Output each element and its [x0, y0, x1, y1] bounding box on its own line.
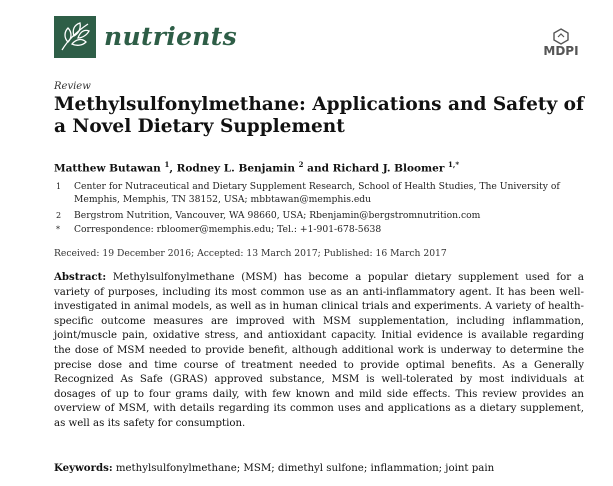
keywords-label: Keywords:	[54, 462, 113, 474]
journal-name: nutrients	[104, 22, 237, 51]
publisher-name: MDPI	[543, 44, 579, 58]
author-list: Matthew Butawan $^1$, Rodney L. Benjamin $^2$ and Richard J. Bloomer $^{1,*}$	[54, 160, 459, 175]
publisher-logo	[538, 28, 584, 58]
author-affil-mark: 2	[298, 160, 304, 169]
article-type: Review	[54, 81, 91, 92]
abstract-label: Abstract:	[54, 271, 107, 283]
journal-header	[54, 16, 584, 64]
author-affil-mark: 1,*	[448, 160, 459, 169]
affiliation-text: Center for Nutraceutical and Dietary Supplement Research, School of Health Studies, The University of Memphis, Memphis, TN 38152, USA; mbbtawan@memphis.edu	[74, 181, 560, 205]
author-name: Rodney L. Benjamin	[176, 162, 295, 175]
leaf-icon	[54, 16, 96, 58]
author-name: Matthew Butawan	[54, 162, 161, 175]
affiliation-mark: 2	[56, 211, 62, 220]
affiliation-mark: *	[56, 225, 60, 234]
abstract-text: Methylsulfonylmethane (MSM) has become a popular dietary supplement used for a variety of purposes, including its most common use as an anti-inflammatory agent. It has been well-investigated in animal models, as well as in human clinical trials and experiments. A variety of health-specific outcome measures are improved with MSM supplementation, including inflammation, joint/muscle pain, oxidative stress, and antioxidant capacity. Initial evidence is available regarding the dose of MSM needed to provide benefit, although additional work is underway to determine the precise dose and time course of treatment needed to provide optimal benefits. As a Generally Recognized As Safe (GRAS) approved substance, MSM is well-tolerated by most individuals at dosages of up to four grams daily, with few known and mild side effects. This review provides an overview of MSM, with details regarding its common uses and applications as a dietary supplement, as well as its safety for consumption.	[54, 272, 584, 429]
affiliation-text: Bergstrom Nutrition, Vancouver, WA 98660, USA; Rbenjamin@bergstromnutrition.com	[74, 210, 481, 221]
author-affil-mark: 1	[164, 160, 170, 169]
publication-dates: Received: 19 December 2016; Accepted: 13 March 2017; Published: 16 March 2017	[54, 248, 447, 259]
keywords	[54, 462, 584, 474]
journal-logo	[54, 16, 96, 58]
author-name: Richard J. Bloomer	[332, 162, 445, 175]
keywords-text: methylsulfonylmethane; MSM; dimethyl sulfone; inflammation; joint pain	[115, 463, 495, 474]
correspondence-text: Correspondence: rbloomer@memphis.edu; Tel.: +1-901-678-5638	[74, 224, 382, 235]
abstract	[54, 270, 584, 432]
affiliation-mark: 1	[56, 182, 62, 191]
article-title: Methylsulfonylmethane: Applications and Safety of a Novel Dietary Supplement	[54, 94, 584, 137]
